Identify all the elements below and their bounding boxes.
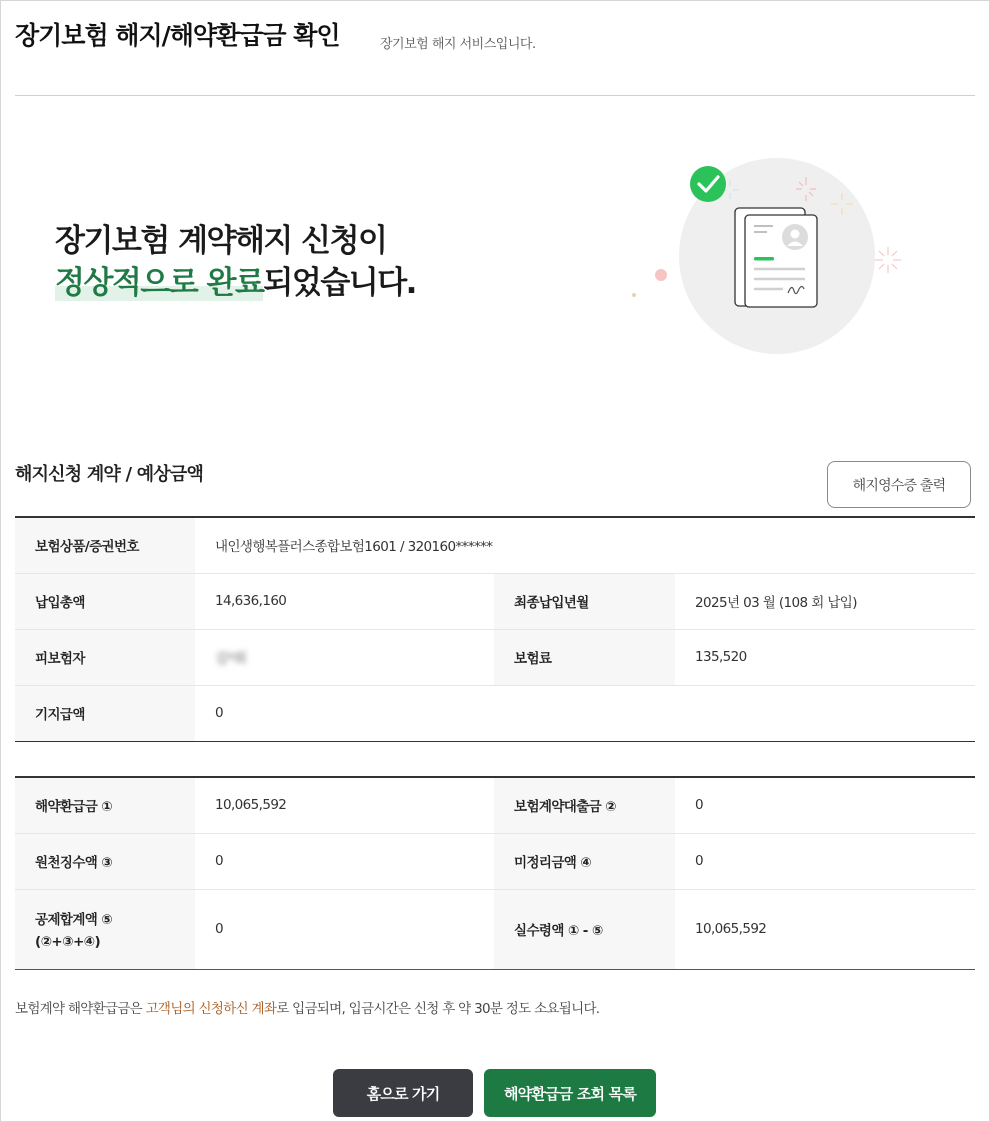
completion-message-line1: 장기보험 계약해지 신청이 [55, 223, 387, 259]
surrender-refund-value: 10,065,592 [195, 777, 494, 833]
paid-amount-value: 0 [215, 705, 223, 721]
policy-loan-value: 0 [675, 777, 975, 833]
completion-message-line2 [55, 257, 416, 302]
table-row [15, 889, 975, 969]
home-button[interactable]: 홈으로 가기 [333, 1069, 473, 1117]
last-paid-value: 2025년 03 월 (108 회 납입) [675, 573, 975, 629]
notice-accent: 고객님의 신청하신 계좌 [145, 1001, 277, 1017]
document-front [745, 215, 817, 307]
unpaid-amount-label: 미정리금액 ④ [494, 833, 675, 889]
unpaid-amount-value: 0 [675, 833, 975, 889]
page-header [15, 16, 975, 96]
table-row [15, 777, 975, 833]
contract-info-table [15, 516, 975, 742]
product-label: 보험상품/증권번호 [15, 517, 195, 573]
table-row [15, 629, 975, 685]
decor-dot-pink [655, 269, 667, 281]
premium-label: 보험료 [494, 629, 675, 685]
withholding-value: 0 [195, 833, 494, 889]
completion-rest: 되었습니다. [263, 265, 416, 301]
page-subtitle: 장기보험 해지 서비스입니다. [380, 37, 536, 52]
page-title: 장기보험 해지/해약환급금 확인 [15, 21, 340, 50]
refund-list-button[interactable]: 해약환급금 조회 목록 [484, 1069, 656, 1117]
deduction-total-label [15, 889, 195, 969]
table-row [15, 685, 975, 741]
insured-label: 피보험자 [15, 629, 195, 685]
total-paid-label: 납입총액 [15, 573, 195, 629]
insured-value: 김*희 [215, 651, 247, 667]
paid-amount-label: 기지급액 [15, 685, 195, 741]
sparkle-right [875, 247, 901, 273]
refund-info-table [15, 776, 975, 970]
withholding-label: 원천징수액 ③ [15, 833, 195, 889]
notice-part1: 보험계약 해약환급금은 [15, 1001, 146, 1017]
completion-highlight: 정상적으로 완료 [55, 265, 264, 301]
section-title: 해지신청 계약 / 예상금액 [15, 464, 204, 485]
net-amount-value: 10,065,592 [695, 921, 767, 937]
deposit-notice [15, 997, 599, 1017]
deduction-total-value: 0 [215, 921, 223, 937]
product-value: 내인생행복플러스종합보험1601 / 320160****** [195, 517, 975, 573]
decor-dot-small [632, 293, 636, 297]
premium-value: 135,520 [675, 629, 975, 685]
net-amount-label: 실수령액 ① - ⑤ [494, 889, 675, 969]
deduction-label-line2: (②+③+④) [35, 934, 101, 950]
notice-part2: 로 입금되며, 입금시간은 신청 후 약 30분 정도 소요됩니다. [276, 1001, 600, 1017]
policy-loan-label: 보험계약대출금 ② [494, 777, 675, 833]
empty-cell [494, 685, 975, 741]
last-paid-label: 최종납입년월 [494, 573, 675, 629]
document-illustration [630, 155, 915, 360]
table-row [15, 517, 975, 573]
table-row [15, 573, 975, 629]
surrender-refund-label: 해약환급금 ① [15, 777, 195, 833]
check-circle-icon [690, 166, 726, 202]
insured-value-cell [195, 629, 494, 685]
print-receipt-button[interactable]: 해지영수증 출력 [827, 461, 971, 508]
total-paid-value: 14,636,160 [195, 573, 494, 629]
table-row [15, 833, 975, 889]
deduction-label-line1: 공제합계액 ⑤ [35, 912, 113, 928]
